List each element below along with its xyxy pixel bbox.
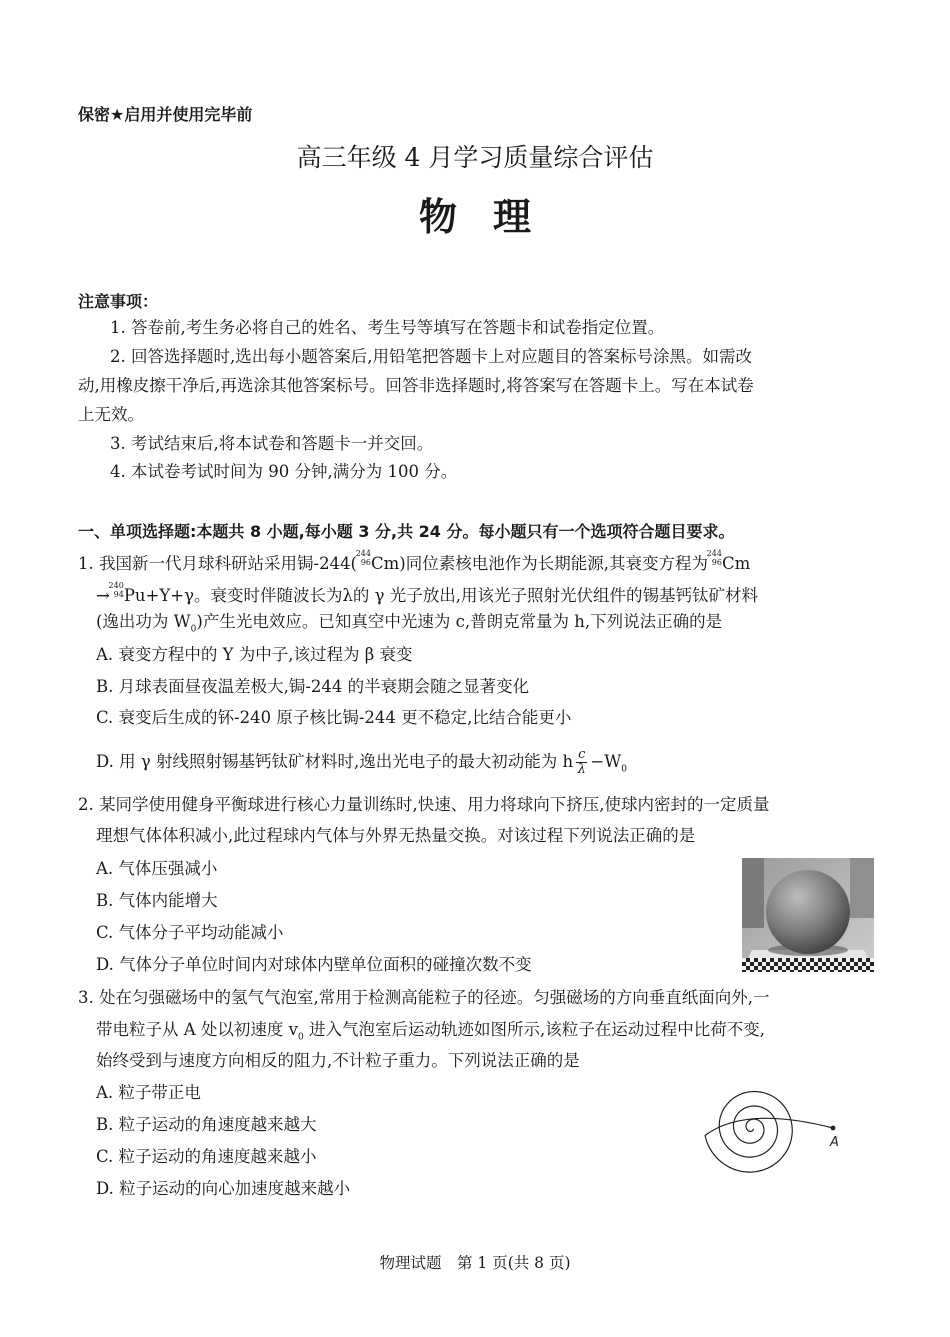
q3-line-2 — [96, 1020, 765, 1047]
particle-spiral-diagram — [700, 1074, 860, 1178]
q3-option-d: D. 粒子运动的向心加速度越来越小 — [96, 1179, 351, 1198]
q1-line-3 — [96, 612, 722, 639]
cm-mass-number-2: 244 — [706, 549, 722, 558]
cm-atomic-number-2: 96 — [711, 558, 722, 567]
notice-item-2-line-3: 上无效。 — [78, 405, 144, 424]
notice-item-2-line-2: 动,用橡皮擦干净后,再选涂其他答案标号。回答非选择题时,将答案写在答题卡上。写在本试卷 — [78, 376, 754, 395]
q3-option-c: C. 粒子运动的角速度越来越小 — [96, 1147, 317, 1166]
decay-arrow: → — [96, 586, 110, 605]
cm-mass-number: 244 — [355, 549, 371, 558]
q2-line-1: 2. 某同学使用健身平衡球进行核心力量训练时,快速、用力将球向下挤压,使球内密封的一定质量 — [78, 795, 770, 814]
notice-item-4: 4. 本试卷考试时间为 90 分钟,满分为 100 分。 — [110, 462, 458, 481]
q2-option-d: D. 气体分子单位时间内对球体内壁单位面积的碰撞次数不变 — [96, 955, 532, 974]
q2-option-c: C. 气体分子平均动能减小 — [96, 923, 284, 942]
q3-option-b: B. 粒子运动的角速度越来越大 — [96, 1115, 317, 1134]
subject-title: 物理 — [418, 195, 567, 239]
q1-text-c: Cm — [721, 554, 751, 573]
initial-velocity-subscript: 0 — [297, 1032, 304, 1043]
q1-option-b: B. 月球表面昼夜温差极大,锔-244 的半衰期会随之显著变化 — [96, 677, 530, 696]
q1-option-d-a: D. 用 γ 射线照射锡基钙钛矿材料时,逸出光电子的最大初动能为 h — [96, 752, 574, 771]
pu-atomic-number: 94 — [113, 590, 124, 599]
q1-text-a: 1. 我国新一代月球科研站采用锔-244( — [78, 554, 357, 573]
notice-item-2-line-1: 2. 回答选择题时,选出每小题答案后,用铅笔把答题卡上对应题目的答案标号涂黑。如需改 — [110, 347, 752, 366]
q1-line-3-a: (逸出功为 W — [96, 612, 191, 631]
q1-option-d — [96, 748, 627, 779]
fraction-denominator: λ — [577, 762, 586, 777]
balance-ball-photo — [742, 858, 874, 972]
q1-option-c: C. 衰变后生成的钚-240 原子核比锔-244 更不稳定,比结合能更小 — [96, 708, 572, 727]
notice-item-3: 3. 考试结束后,将本试卷和答题卡一并交回。 — [110, 434, 434, 453]
q3-line-3: 始终受到与速度方向相反的阻力,不计粒子重力。下列说法正确的是 — [96, 1051, 580, 1070]
pu-nuclide-notation — [110, 581, 124, 601]
q2-option-a: A. 气体压强减小 — [96, 859, 218, 878]
cm-nuclide-notation — [357, 549, 371, 569]
q1-line-3-b: )产生光电效应。已知真空中光速为 c,普朗克常量为 h,下列说法正确的是 — [196, 612, 723, 631]
section-1-heading: 一、单项选择题:本题共 8 小题,每小题 3 分,共 24 分。每小题只有一个选项符合题目要求。 — [78, 522, 735, 541]
q3-line-1: 3. 处在匀强磁场中的氢气气泡室,常用于检测高能粒子的径迹。匀强磁场的方向垂直纸面向外,一 — [78, 988, 770, 1007]
work-function-subscript-2: 0 — [621, 764, 627, 775]
pu-mass-number: 240 — [108, 581, 124, 590]
cm-nuclide-notation-2 — [708, 549, 722, 569]
q1-text-b: Cm)同位素核电池作为长期能源,其衰变方程为 — [371, 554, 708, 573]
exam-title: 高三年级 4 月学习质量综合评估 — [296, 143, 654, 172]
fraction-numerator: c — [578, 747, 586, 762]
q1-line-1 — [78, 549, 750, 574]
notice-heading: 注意事项： — [78, 292, 159, 311]
point-a-label: A — [830, 1135, 839, 1150]
q1-option-a: A. 衰变方程中的 Y 为中子,该过程为 β 衰变 — [96, 645, 413, 664]
q1-line-2-text: Pu+Y+γ。衰变时伴随波长为λ的 γ 光子放出,用该光子照射光伏组件的锡基钙钛矿材料 — [123, 586, 759, 605]
q3-option-a: A. 粒子带正电 — [96, 1083, 201, 1102]
confidential-label: 保密★启用并使用完毕前 — [78, 105, 253, 124]
q3-line-2-a: 带电粒子从 A 处以初速度 v — [96, 1020, 298, 1039]
q2-option-b: B. 气体内能增大 — [96, 891, 218, 910]
q1-line-2 — [96, 581, 758, 606]
page-footer: 物理试题 第 1 页(共 8 页) — [379, 1254, 571, 1272]
c-over-lambda-fraction — [576, 748, 587, 777]
q3-line-2-b: 进入气泡室后运动轨迹如图所示,该粒子在运动过程中比荷不变, — [303, 1020, 765, 1039]
notice-item-1: 1. 答卷前,考生务必将自己的姓名、考生号等填写在答题卡和试卷指定位置。 — [110, 318, 665, 337]
q1-option-d-b: −W — [590, 752, 622, 771]
q2-line-2: 理想气体体积减小,此过程球内气体与外界无热量交换。对该过程下列说法正确的是 — [96, 826, 696, 845]
work-function-subscript: 0 — [190, 624, 197, 635]
spiral-trajectory — [705, 1092, 833, 1173]
cm-atomic-number: 96 — [360, 558, 371, 567]
entry-point-a — [831, 1126, 836, 1131]
